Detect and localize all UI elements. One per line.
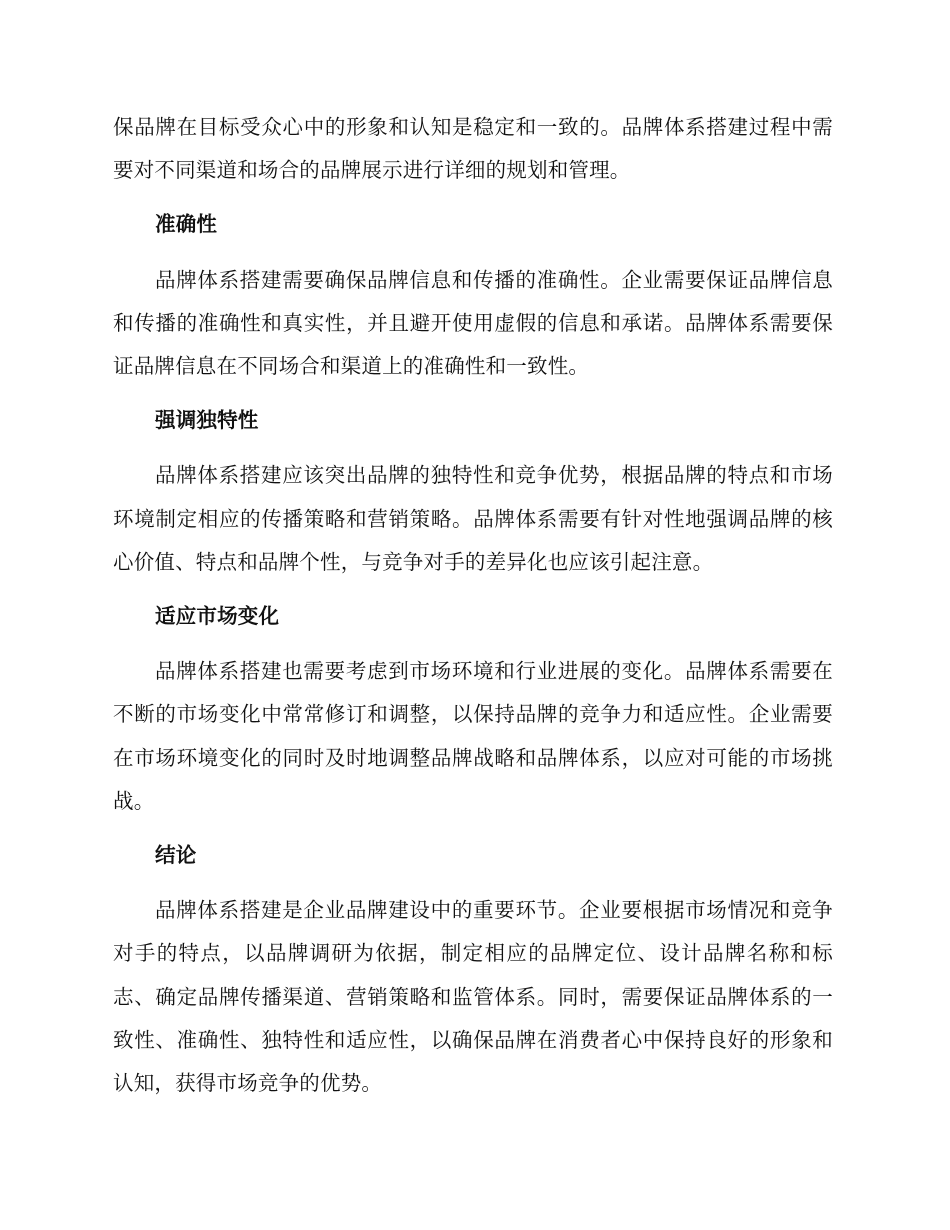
intro-paragraph: 保品牌在目标受众心中的形象和认知是稳定和一致的。品牌体系搭建过程中需要对不同渠道和场合的品牌展示进行详细的规划和管理。 xyxy=(113,115,833,183)
spacer xyxy=(113,442,833,454)
spacer xyxy=(113,823,833,834)
spacer xyxy=(113,638,833,650)
section-heading-conclusion: 结论 xyxy=(155,843,197,868)
section-heading-uniqueness: 强调独特性 xyxy=(155,408,259,433)
section-heading-market-adaptation: 适应市场变化 xyxy=(155,604,280,629)
section-paragraph-conclusion: 品牌体系搭建是企业品牌建设中的重要环节。企业要根据市场情况和竞争对手的特点，以品牌调研为依据，制定相应的品牌定位、设计品牌名称和标志、确定品牌传播渠道、营销策略和监管体系。同时，需要保证品牌体系的一致性、准确性、独特性和适应性，以确保品牌在消费者心中保持良好的形象和认知，获得市场竞争的优势。 xyxy=(113,898,833,1096)
spacer xyxy=(113,388,833,399)
section-paragraph-market-adaptation: 品牌体系搭建也需要考虑到市场环境和行业进展的变化。品牌体系需要在不断的市场变化中常常修订和调整，以保持品牌的竞争力和适应性。企业需要在市场环境变化的同时及时地调整品牌战略和品牌体系，以应对可能的市场挑战。 xyxy=(113,659,833,813)
section-heading-accuracy: 准确性 xyxy=(155,212,218,237)
spacer xyxy=(113,877,833,889)
spacer xyxy=(113,584,833,595)
spacer xyxy=(113,247,833,259)
document-page xyxy=(113,106,833,1105)
section-paragraph-accuracy: 品牌体系搭建需要确保品牌信息和传播的准确性。企业需要保证品牌信息和传播的准确性和真实性，并且避开使用虚假的信息和承诺。品牌体系需要保证品牌信息在不同场合和渠道上的准确性和一致性。 xyxy=(113,267,833,379)
spacer xyxy=(113,192,833,203)
section-paragraph-uniqueness: 品牌体系搭建应该突出品牌的独特性和竞争优势，根据品牌的特点和市场环境制定相应的传播策略和营销策略。品牌体系需要有针对性地强调品牌的核心价值、特点和品牌个性，与竞争对手的差异化也应该引起注意。 xyxy=(113,463,833,574)
